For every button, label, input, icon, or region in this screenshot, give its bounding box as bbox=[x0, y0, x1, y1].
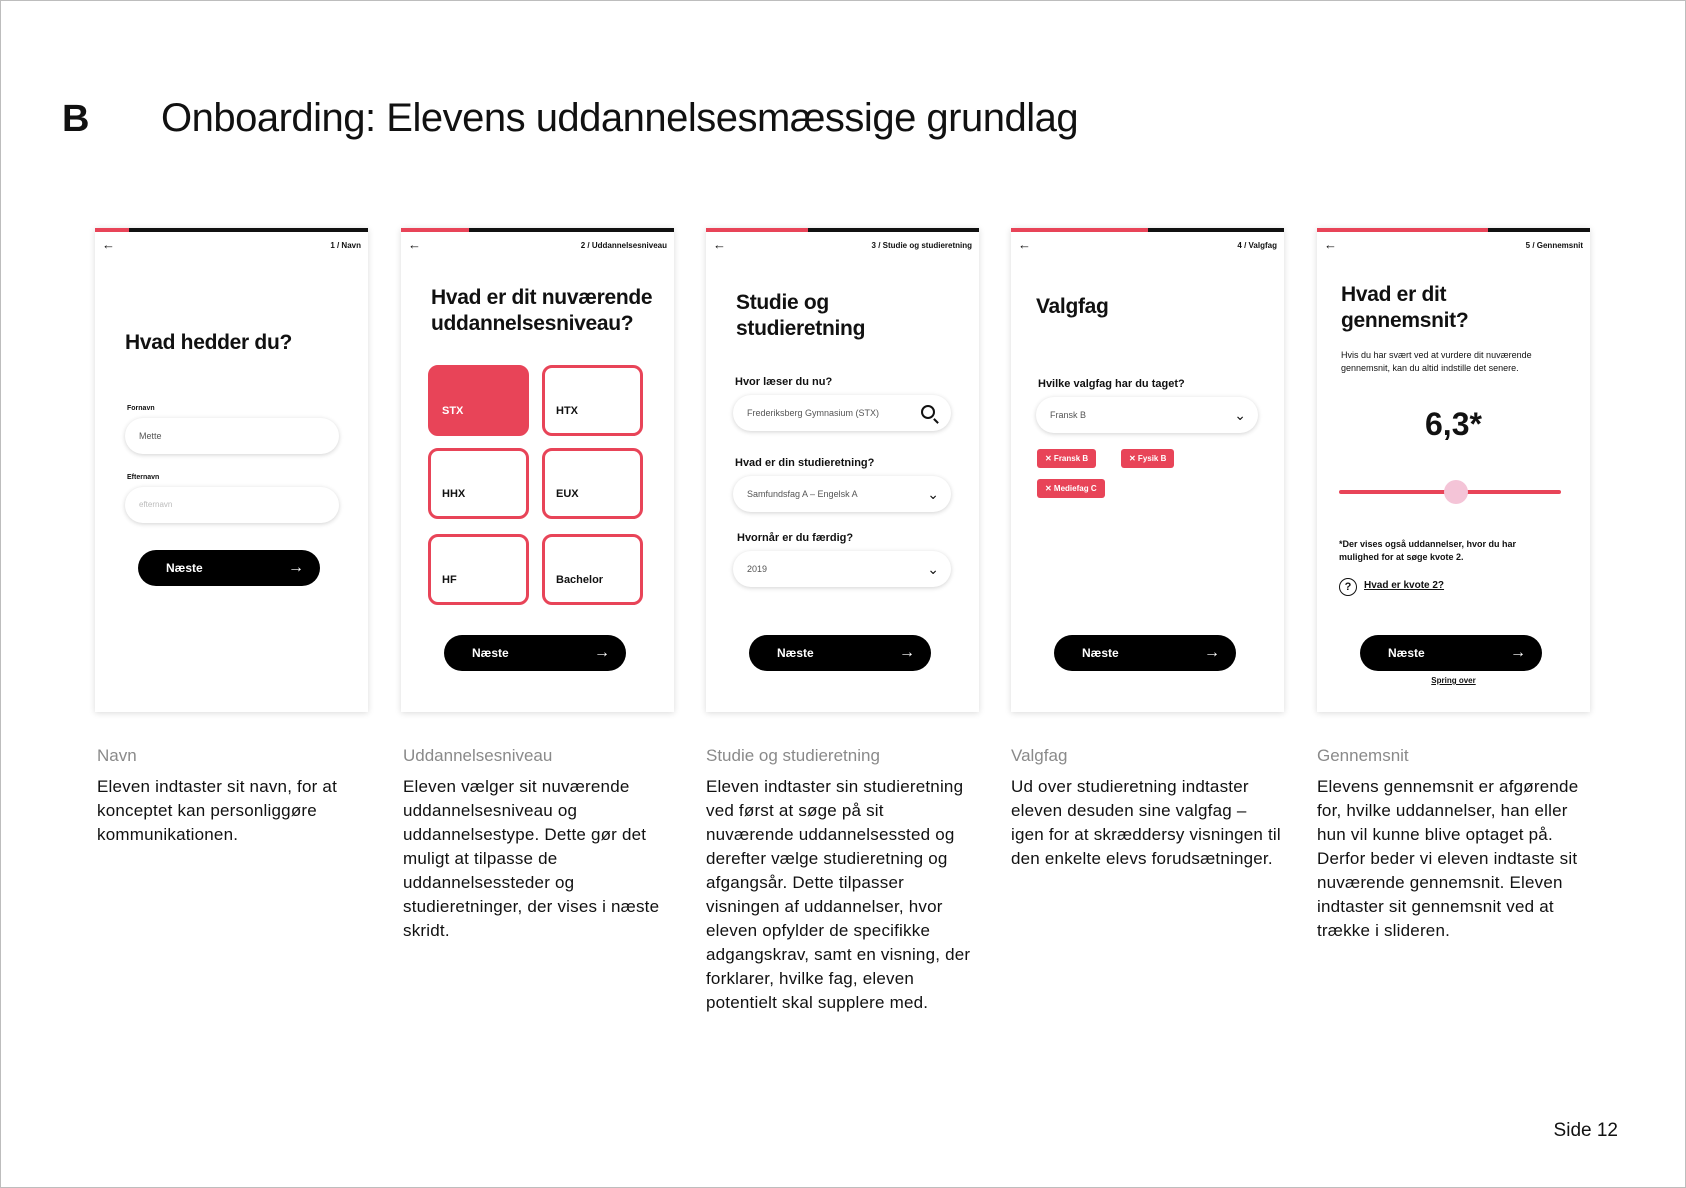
description-text: Ud over studieretning indtaster eleven desuden sine valgfag – igen for at skræddersy visningen til den enkelte elevs forudsætninger. bbox=[1011, 777, 1281, 868]
step-indicator: 4 / Valgfag bbox=[1237, 241, 1277, 250]
option-hhx[interactable]: HHX bbox=[428, 448, 529, 519]
direction-label: Hvad er din studieretning? bbox=[735, 457, 875, 469]
progress-bar bbox=[95, 228, 368, 232]
description-title: Studie og studieretning bbox=[706, 746, 880, 765]
arrow-right-icon: → bbox=[899, 644, 915, 661]
direction-select[interactable] bbox=[733, 476, 951, 512]
arrow-right-icon: → bbox=[594, 644, 610, 661]
average-slider-thumb[interactable] bbox=[1444, 480, 1468, 504]
electives-label: Hvilke valgfag har du taget? bbox=[1038, 378, 1185, 390]
arrow-right-icon: → bbox=[1204, 644, 1220, 661]
phone-screen-uddannelsesniveau bbox=[401, 228, 674, 712]
progress-bar bbox=[1011, 228, 1284, 232]
back-arrow-icon[interactable]: ← bbox=[713, 237, 726, 252]
school-search-input[interactable] bbox=[733, 395, 951, 431]
average-value: 6,3* bbox=[1425, 406, 1482, 442]
first-name-input[interactable]: Mette bbox=[125, 418, 339, 454]
search-icon bbox=[921, 405, 935, 419]
phone-screen-valgfag bbox=[1011, 228, 1284, 712]
question-line-2: uddannelsesniveau? bbox=[431, 312, 634, 335]
question-line-2: studieretning bbox=[736, 317, 866, 340]
arrow-right-icon: → bbox=[288, 559, 304, 576]
section-letter: B bbox=[62, 98, 90, 140]
step-indicator: 1 / Navn bbox=[330, 241, 361, 250]
progress-fill bbox=[1317, 228, 1488, 232]
next-button[interactable] bbox=[444, 635, 626, 671]
back-arrow-icon[interactable]: ← bbox=[408, 237, 421, 252]
column-uddannelsesniveau bbox=[401, 228, 674, 940]
question-title: Hvad hedder du? bbox=[125, 331, 293, 354]
page-title: Onboarding: Elevens uddannelsesmæssige grundlag bbox=[161, 96, 1079, 140]
step-indicator: 5 / Gennemsnit bbox=[1525, 241, 1583, 250]
average-subtext: Hvis du har svært ved at vurdere dit nuværende gennemsnit, kan du altid indstille det senere. bbox=[1341, 350, 1532, 373]
question-line-2: gennemsnit? bbox=[1341, 309, 1469, 332]
next-button[interactable] bbox=[138, 550, 320, 586]
step-indicator: 2 / Uddannelsesniveau bbox=[580, 241, 667, 250]
description-title: Uddannelsesniveau bbox=[403, 746, 553, 765]
back-arrow-icon[interactable]: ← bbox=[102, 237, 115, 252]
description-title: Navn bbox=[97, 746, 137, 765]
column-navn bbox=[95, 228, 368, 844]
last-name-label: Efternavn bbox=[127, 474, 160, 481]
help-icon[interactable]: ? bbox=[1339, 578, 1357, 596]
option-htx[interactable]: HTX bbox=[542, 365, 643, 436]
next-label: Næste bbox=[472, 646, 509, 660]
step-indicator: 3 / Studie og studieretning bbox=[871, 241, 972, 250]
first-name-label: Fornavn bbox=[127, 405, 155, 412]
skip-link[interactable]: Spring over bbox=[1431, 676, 1476, 685]
direction-value: Samfundsfag A – Engelsk A bbox=[747, 489, 858, 499]
progress-bar bbox=[401, 228, 674, 232]
next-button[interactable] bbox=[749, 635, 931, 671]
kvote-help-link[interactable]: Hvad er kvote 2? bbox=[1364, 580, 1445, 591]
chip-fransk-b[interactable]: ✕ Fransk B bbox=[1037, 449, 1096, 468]
chip-mediefag-c[interactable]: ✕ Mediefag C bbox=[1037, 479, 1105, 498]
progress-bar bbox=[1317, 228, 1590, 232]
phone-screen-navn bbox=[95, 228, 368, 712]
next-button[interactable] bbox=[1360, 635, 1542, 671]
phone-screen-gennemsnit bbox=[1317, 228, 1590, 712]
page-number: Side 12 bbox=[1553, 1120, 1618, 1141]
next-button[interactable] bbox=[1054, 635, 1236, 671]
chip-fysik-b[interactable]: ✕ Fysik B bbox=[1121, 449, 1174, 468]
electives-select[interactable] bbox=[1036, 397, 1258, 433]
chevron-down-icon: ⌄ bbox=[927, 486, 939, 502]
school-value: Frederiksberg Gymnasium (STX) bbox=[747, 408, 880, 418]
last-name-input[interactable]: efternavn bbox=[125, 487, 339, 523]
column-studie bbox=[706, 228, 979, 1012]
question-title bbox=[736, 290, 865, 342]
question-line-1: Hvad er dit nuværende bbox=[431, 286, 653, 309]
question-line-1: Studie og bbox=[736, 291, 829, 314]
progress-fill bbox=[401, 228, 469, 232]
back-arrow-icon[interactable]: ← bbox=[1018, 237, 1031, 252]
next-label: Næste bbox=[166, 561, 203, 575]
question-line-1: Hvad er dit bbox=[1341, 283, 1447, 306]
electives-value: Fransk B bbox=[1050, 410, 1087, 420]
progress-fill bbox=[706, 228, 808, 232]
description-text: Elevens gennemsnit er afgørende for, hvilke uddannelser, han eller hun vil kunne blive optaget på. Derfor beder vi eleven indtaste sit nuværende gennemsnit. Eleven indtaster sit gennemsnit ved at trække i slideren. bbox=[1317, 777, 1579, 940]
question-title bbox=[431, 285, 652, 337]
phone-screen-studie bbox=[706, 228, 979, 712]
next-label: Næste bbox=[1082, 646, 1119, 660]
finish-year-value: 2019 bbox=[747, 564, 768, 574]
description-text: Eleven vælger sit nuværende uddannelsesniveau og uddannelsestype. Dette gør det muligt at tilpasse de uddannelsessteder og studieretninger, der vises i næste skridt. bbox=[403, 777, 660, 940]
finish-year-select[interactable] bbox=[733, 551, 951, 587]
option-eux[interactable]: EUX bbox=[542, 448, 643, 519]
progress-fill bbox=[95, 228, 129, 232]
description-title: Valgfag bbox=[1011, 746, 1068, 765]
option-hf[interactable]: HF bbox=[428, 534, 529, 605]
arrow-right-icon: → bbox=[1510, 644, 1526, 661]
option-bachelor[interactable]: Bachelor bbox=[542, 534, 643, 605]
option-stx[interactable]: STX bbox=[428, 365, 529, 436]
chevron-down-icon: ⌄ bbox=[1234, 407, 1246, 423]
description-title: Gennemsnit bbox=[1317, 746, 1409, 765]
kvote-note: *Der vises også uddannelser, hvor du har mulighed for at søge kvote 2. bbox=[1339, 539, 1517, 562]
question-title: Valgfag bbox=[1036, 295, 1109, 318]
question-title bbox=[1341, 282, 1468, 334]
progress-fill bbox=[1011, 228, 1148, 232]
description-text: Eleven indtaster sit navn, for at konceptet kan personliggøre kommunikationen. bbox=[97, 777, 338, 844]
back-arrow-icon[interactable]: ← bbox=[1324, 237, 1337, 252]
chevron-down-icon: ⌄ bbox=[927, 561, 939, 577]
finish-year-label: Hvornår er du færdig? bbox=[737, 532, 854, 544]
next-label: Næste bbox=[1388, 646, 1425, 660]
description-text: Eleven indtaster sin studieretning ved først at søge på sit nuværende uddannelsessted og derefter vælge studieretning og afgangsår. Dette tilpasser visningen af uddannelser, hvor eleven opfylder de specifikke adgangskrav, samt en visning, der forklarer, hvilke fag, eleven potentielt skal supplere med. bbox=[706, 777, 971, 1012]
progress-bar bbox=[706, 228, 979, 232]
column-valgfag bbox=[1011, 228, 1284, 868]
next-label: Næste bbox=[777, 646, 814, 660]
school-label: Hvor læser du nu? bbox=[735, 376, 833, 388]
column-gennemsnit bbox=[1317, 228, 1590, 940]
